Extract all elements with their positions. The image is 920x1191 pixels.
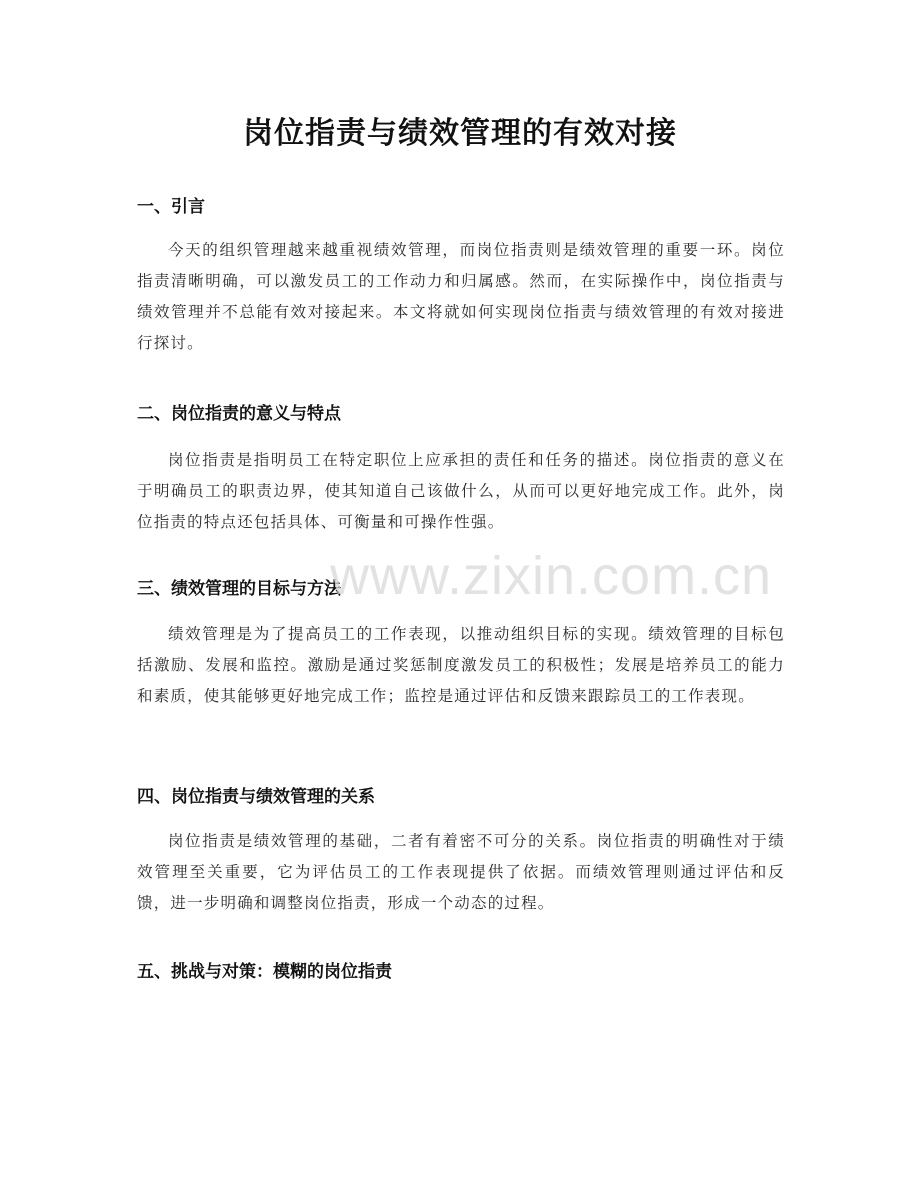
section-heading-1: 一、引言 — [137, 197, 205, 217]
section-paragraph-2: 岗位指责是指明员工在特定职位上应承担的责任和任务的描述。岗位指责的意义在于明确员工的职责边界，使其知道自己该做什么，从而可以更好地完成工作。此外，岗位指责的特点还包括具体、可衡量和可操作性强。 — [137, 451, 785, 531]
section-paragraph-3: 绩效管理是为了提高员工的工作表现，以推动组织目标的实现。绩效管理的目标包括激励、发展和监控。激励是通过奖惩制度激发员工的积极性；发展是培养员工的能力和素质，使其能够更好地完成工作；监控是通过评估和反馈来跟踪员工的工作表现。 — [137, 625, 785, 705]
section-heading-4: 四、岗位指责与绩效管理的关系 — [137, 787, 375, 807]
section-heading-5: 五、挑战与对策：模糊的岗位指责 — [137, 962, 392, 982]
document-title: 岗位指责与绩效管理的有效对接 — [243, 116, 677, 151]
section-paragraph-1: 今天的组织管理越来越重视绩效管理，而岗位指责则是绩效管理的重要一环。岗位指责清晰明确，可以激发员工的工作动力和归属感。然而，在实际操作中，岗位指责与绩效管理并不总能有效对接起来。本文将就如何实现岗位指责与绩效管理的有效对接进行探讨。 — [137, 241, 785, 352]
section-heading-3: 三、绩效管理的目标与方法 — [137, 579, 341, 599]
section-heading-2: 二、岗位指责的意义与特点 — [137, 404, 341, 424]
watermark: www.zixin.com.cn — [330, 546, 773, 606]
section-paragraph-4: 岗位指责是绩效管理的基础，二者有着密不可分的关系。岗位指责的明确性对于绩效管理至关重要，它为评估员工的工作表现提供了依据。而绩效管理则通过评估和反馈，进一步明确和调整岗位指责，形成一个动态的过程。 — [137, 832, 785, 912]
